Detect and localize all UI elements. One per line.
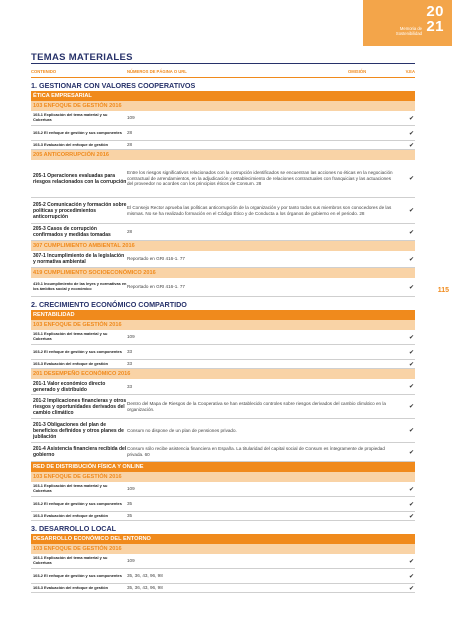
row-label: 205-2 Comunicación y formación sobre políticas y procedimientos anticorrupción — [33, 201, 127, 220]
standard-bar: 103 ENFOQUE DE GESTIÓN 2016 — [31, 472, 415, 482]
topic-bar: RED DE DISTRIBUCIÓN FÍSICA Y ONLINE — [31, 462, 415, 472]
check-icon: ✔ — [408, 501, 414, 508]
standard-bar: 419 CUMPLIMIENTO SOCIOECONÓMICO 2016 — [31, 268, 415, 278]
table-row — [31, 126, 415, 141]
row-value: 35, 36, 43, 96, 98 — [127, 573, 163, 579]
row-value: Consum no dispone de un plan de pensiones privado. — [127, 427, 237, 433]
check-icon: ✔ — [408, 115, 414, 122]
row-value: 28 — [127, 229, 133, 235]
report-year-badge — [363, 0, 452, 46]
column-headers — [31, 66, 415, 78]
section-heading: 2. CRECIMIENTO ECONÓMICO COMPARTIDO — [31, 300, 187, 309]
table-row — [31, 584, 415, 593]
row-value: Entre los riesgos significativos relacionados con la corrupción identificados se encuentran las acciones no éticas en la negociación contractual de arrendamientos, en la adjudicación y establecimiento de relaciones contractuales con franquicias y las actuaciones del proveedor no acordes con los principios éticos de Consum. 28 — [127, 169, 393, 187]
check-icon: ✔ — [408, 334, 414, 341]
table-row — [31, 278, 415, 297]
check-icon: ✔ — [408, 558, 414, 565]
row-value: 35 — [127, 501, 133, 507]
column-omission: OMISIÓN — [348, 69, 367, 74]
check-icon: ✔ — [408, 513, 414, 520]
table-row — [31, 395, 415, 419]
page-number: 115 — [437, 287, 449, 294]
row-label: 419-1 Incumplimiento de las leyes y normativas en los ámbitos social y económico — [33, 281, 127, 291]
topic-bar: DESARROLLO ECONÓMICO DEL ENTORNO — [31, 534, 415, 544]
column-content: CONTENIDO — [31, 69, 57, 74]
check-icon: ✔ — [408, 256, 414, 263]
row-label: 103-1 Explicación del tema material y su Cobertura — [33, 331, 108, 341]
row-value: 35, 36, 43, 96, 98 — [127, 585, 163, 591]
standard-bar: 103 ENFOQUE DE GESTIÓN 2016 — [31, 101, 415, 111]
row-value: Dentro del Mapa de Riesgos de la Cooperativa se han establecido controles sobre riesgos derivados del cambio climático en la organización. — [127, 400, 386, 412]
table-row — [31, 554, 415, 569]
row-label: 103-1 Explicación del tema material y su Cobertura — [33, 555, 108, 565]
report-name: Memoria de Sostenibilidad — [395, 26, 422, 36]
row-value: Reportado en GRI 416-1. 77 — [127, 284, 185, 290]
row-label: 103-3 Evaluación del enfoque de gestión — [33, 360, 109, 366]
row-label: 103-2 El enfoque de gestión y sus componentes — [33, 572, 122, 578]
row-value: El Consejo Rector aprueba las políticas anticorrupción de la organización y por tanto todos sus miembros son conocedores de las mismas. No se ha realizado formación en el Código Ético y de Conducta a los órganos de gobierno en el periodo. 28 — [127, 204, 392, 216]
standard-bar: 205 ANTICORRUPCIÓN 2016 — [31, 150, 415, 160]
check-icon: ✔ — [408, 142, 414, 149]
row-label: 205-3 Casos de corrupción confirmados y medidas tomadas — [33, 226, 111, 238]
page-title: TEMAS MATERIALES — [31, 52, 415, 64]
standard-bar: 103 ENFOQUE DE GESTIÓN 2016 — [31, 320, 415, 330]
check-icon: ✔ — [408, 229, 414, 236]
row-label: 103-1 Explicación del tema material y su Cobertura — [33, 483, 108, 493]
check-icon: ✔ — [408, 585, 414, 592]
check-icon: ✔ — [408, 176, 414, 182]
row-label: 201-2 Implicaciones financieras y otros riesgos y oportunidades derivados del cambio climático — [33, 397, 127, 416]
report-year: 20 21 — [426, 3, 444, 35]
table-row — [31, 360, 415, 369]
column-verification: V.EA — [405, 69, 415, 74]
check-icon: ✔ — [408, 404, 414, 410]
table-row — [31, 512, 415, 521]
check-icon: ✔ — [408, 573, 414, 580]
table-row — [31, 198, 415, 224]
check-icon: ✔ — [408, 208, 414, 214]
row-label: 103-3 Evaluación del enfoque de gestión — [33, 141, 109, 147]
row-value: 109 — [127, 558, 135, 564]
standard-bar: 201 DESEMPEÑO ECONÓMICO 2016 — [31, 369, 415, 379]
table-row — [31, 482, 415, 497]
row-label: 201-4 Asistencia financiera recibida del gobierno — [33, 446, 127, 458]
row-label: 103-3 Evaluación del enfoque de gestión — [33, 512, 109, 518]
check-icon: ✔ — [408, 384, 414, 390]
row-label: 205-1 Operaciones evaluadas para riesgos relacionados con la corrupción — [33, 172, 127, 185]
row-value: 28 — [127, 142, 133, 148]
check-icon: ✔ — [408, 449, 414, 456]
row-value: 33 — [127, 349, 133, 355]
row-value: 33 — [127, 383, 133, 389]
column-pages: NÚMEROS DE PÁGINA O URL — [127, 69, 187, 74]
table-row — [31, 497, 415, 512]
section-heading: 3. DESARROLLO LOCAL — [31, 524, 117, 533]
row-value: 33 — [127, 361, 133, 367]
check-icon: ✔ — [408, 284, 414, 291]
standard-bar: 307 CUMPLIMIENTO AMBIENTAL 2016 — [31, 241, 415, 251]
table-row — [31, 569, 415, 584]
row-value: Reportado en GRI 416-1. 77 — [127, 256, 185, 262]
row-label: 307-1 Incumplimiento de la legislación y normativa ambiental — [33, 253, 125, 265]
table-row — [31, 224, 415, 241]
table-row — [31, 379, 415, 395]
topic-bar: RENTABILIDAD — [31, 310, 415, 320]
row-value: 109 — [127, 334, 135, 340]
row-value: 109 — [127, 486, 135, 492]
row-label: 103-2 El enfoque de gestión y sus componentes — [33, 348, 122, 354]
row-label: 103-2 El enfoque de gestión y sus componentes — [33, 500, 122, 506]
row-label: 103-1 Explicación del tema material y su Cobertura — [33, 112, 108, 122]
row-value: 109 — [127, 115, 135, 121]
table-row — [31, 141, 415, 150]
row-value: Consum sólo recibe asistencia financiera en España. La titularidad del capital social de Consum es íntegramente de propiedad privada. 60 — [127, 446, 385, 457]
table-row — [31, 345, 415, 360]
check-icon: ✔ — [408, 130, 414, 137]
topic-bar: ÉTICA EMPRESARIAL — [31, 91, 415, 101]
check-icon: ✔ — [408, 428, 414, 434]
row-value: 28 — [127, 130, 133, 136]
table-row — [31, 443, 415, 462]
check-icon: ✔ — [408, 361, 414, 368]
table-row — [31, 419, 415, 443]
row-label: 103-3 Evaluación del enfoque de gestión — [33, 584, 109, 590]
row-label: 201-3 Obligaciones del plan de beneficios definidos y otros planes de jubilación — [33, 421, 124, 440]
table-row — [31, 160, 415, 198]
table-row — [31, 111, 415, 126]
row-label: 103-2 El enfoque de gestión y sus componentes — [33, 129, 122, 135]
section-heading: 1. GESTIONAR CON VALORES COOPERATIVOS — [31, 81, 196, 90]
standard-bar: 103 ENFOQUE DE GESTIÓN 2016 — [31, 544, 415, 554]
row-label: 201-1 Valor económico directo generado y distribuido — [33, 380, 106, 393]
table-row — [31, 251, 415, 268]
table-row — [31, 330, 415, 345]
check-icon: ✔ — [408, 349, 414, 356]
row-value: 35 — [127, 513, 133, 519]
check-icon: ✔ — [408, 486, 414, 493]
material-topics-table — [31, 52, 415, 593]
